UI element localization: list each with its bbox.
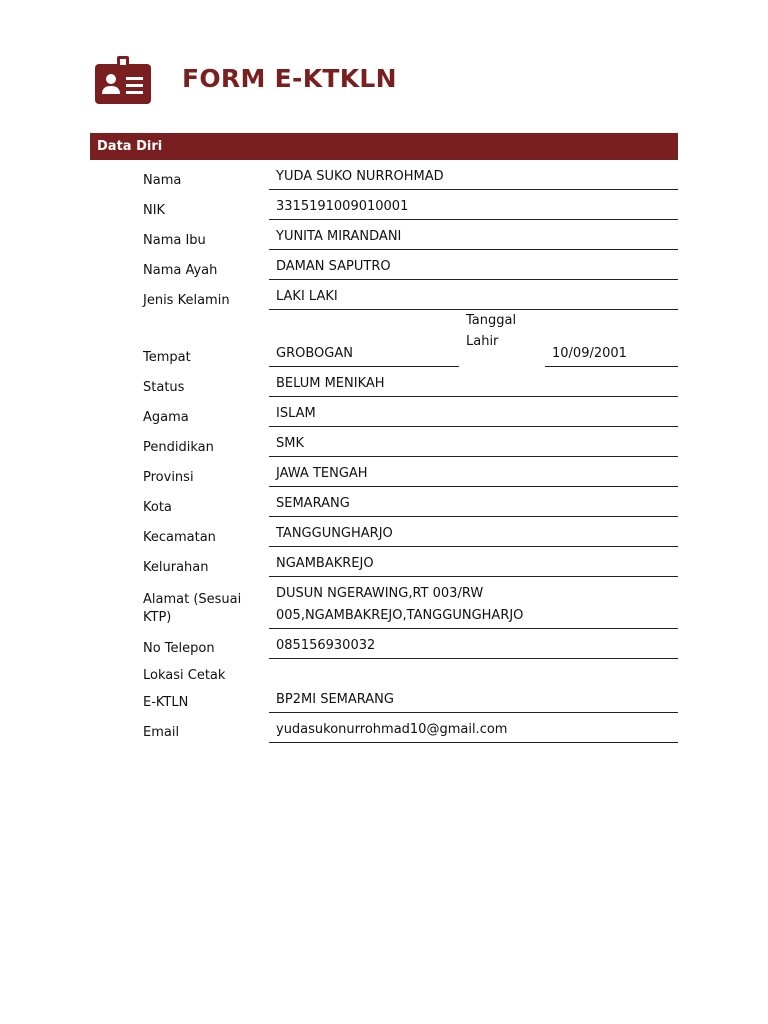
value-nik: 3315191009010001 (276, 199, 409, 214)
underline (269, 396, 678, 397)
value-tanggal-lahir: 10/09/2001 (552, 346, 627, 361)
label-tanggal-lahir-line2: Lahir (466, 334, 499, 349)
value-nama-ayah: DAMAN SAPUTRO (276, 259, 391, 274)
value-nama-ibu: YUNITA MIRANDANI (276, 229, 402, 244)
label-alamat-line2: KTP) (143, 610, 172, 625)
underline (269, 366, 459, 367)
value-kecamatan: TANGGUNGHARJO (276, 526, 393, 541)
label-nama: Nama (143, 173, 182, 188)
value-email: yudasukonurrohmad10@gmail.com (276, 722, 508, 737)
label-agama: Agama (143, 410, 189, 425)
underline (269, 486, 678, 487)
label-kecamatan: Kecamatan (143, 530, 216, 545)
label-no-telepon: No Telepon (143, 641, 215, 656)
label-nama-ayah: Nama Ayah (143, 263, 218, 278)
value-status: BELUM MENIKAH (276, 376, 385, 391)
underline (269, 249, 678, 250)
value-kota: SEMARANG (276, 496, 350, 511)
label-provinsi: Provinsi (143, 470, 194, 485)
label-lokasi-cetak-line2: E-KTLN (143, 695, 189, 710)
underline (269, 658, 678, 659)
underline (269, 279, 678, 280)
value-provinsi: JAWA TENGAH (276, 466, 368, 481)
underline (269, 546, 678, 547)
underline (269, 628, 678, 629)
label-pendidikan: Pendidikan (143, 440, 214, 455)
label-kelurahan: Kelurahan (143, 560, 209, 575)
value-kelurahan: NGAMBAKREJO (276, 556, 374, 571)
value-alamat-line1: DUSUN NGERAWING,RT 003/RW (276, 586, 484, 601)
underline (545, 366, 678, 367)
id-badge-icon (95, 56, 151, 104)
underline (269, 712, 678, 713)
label-alamat-line1: Alamat (Sesuai (143, 592, 242, 607)
value-agama: ISLAM (276, 406, 316, 421)
value-alamat-line2: 005,NGAMBAKREJO,TANGGUNGHARJO (276, 608, 524, 623)
value-lokasi-cetak: BP2MI SEMARANG (276, 692, 394, 707)
form-header (95, 55, 151, 105)
label-email: Email (143, 725, 180, 740)
underline (269, 426, 678, 427)
underline (269, 189, 678, 190)
underline (269, 742, 678, 743)
label-nama-ibu: Nama Ibu (143, 233, 206, 248)
page-title: FORM E-KTKLN (182, 64, 397, 93)
label-status: Status (143, 380, 185, 395)
underline (269, 516, 678, 517)
value-jenis-kelamin: LAKI LAKI (276, 289, 338, 304)
underline (269, 219, 678, 220)
value-no-telepon: 085156930032 (276, 638, 376, 653)
label-jenis-kelamin: Jenis Kelamin (143, 293, 230, 308)
label-tanggal-lahir-line1: Tanggal (466, 313, 517, 328)
value-tempat: GROBOGAN (276, 346, 353, 361)
label-lokasi-cetak-line1: Lokasi Cetak (143, 668, 226, 683)
underline (269, 456, 678, 457)
label-kota: Kota (143, 500, 172, 515)
section-header-data-diri: Data Diri (90, 133, 678, 160)
value-pendidikan: SMK (276, 436, 304, 451)
label-tempat: Tempat (143, 350, 191, 365)
label-nik: NIK (143, 203, 166, 218)
value-nama: YUDA SUKO NURROHMAD (276, 169, 444, 184)
underline (269, 576, 678, 577)
